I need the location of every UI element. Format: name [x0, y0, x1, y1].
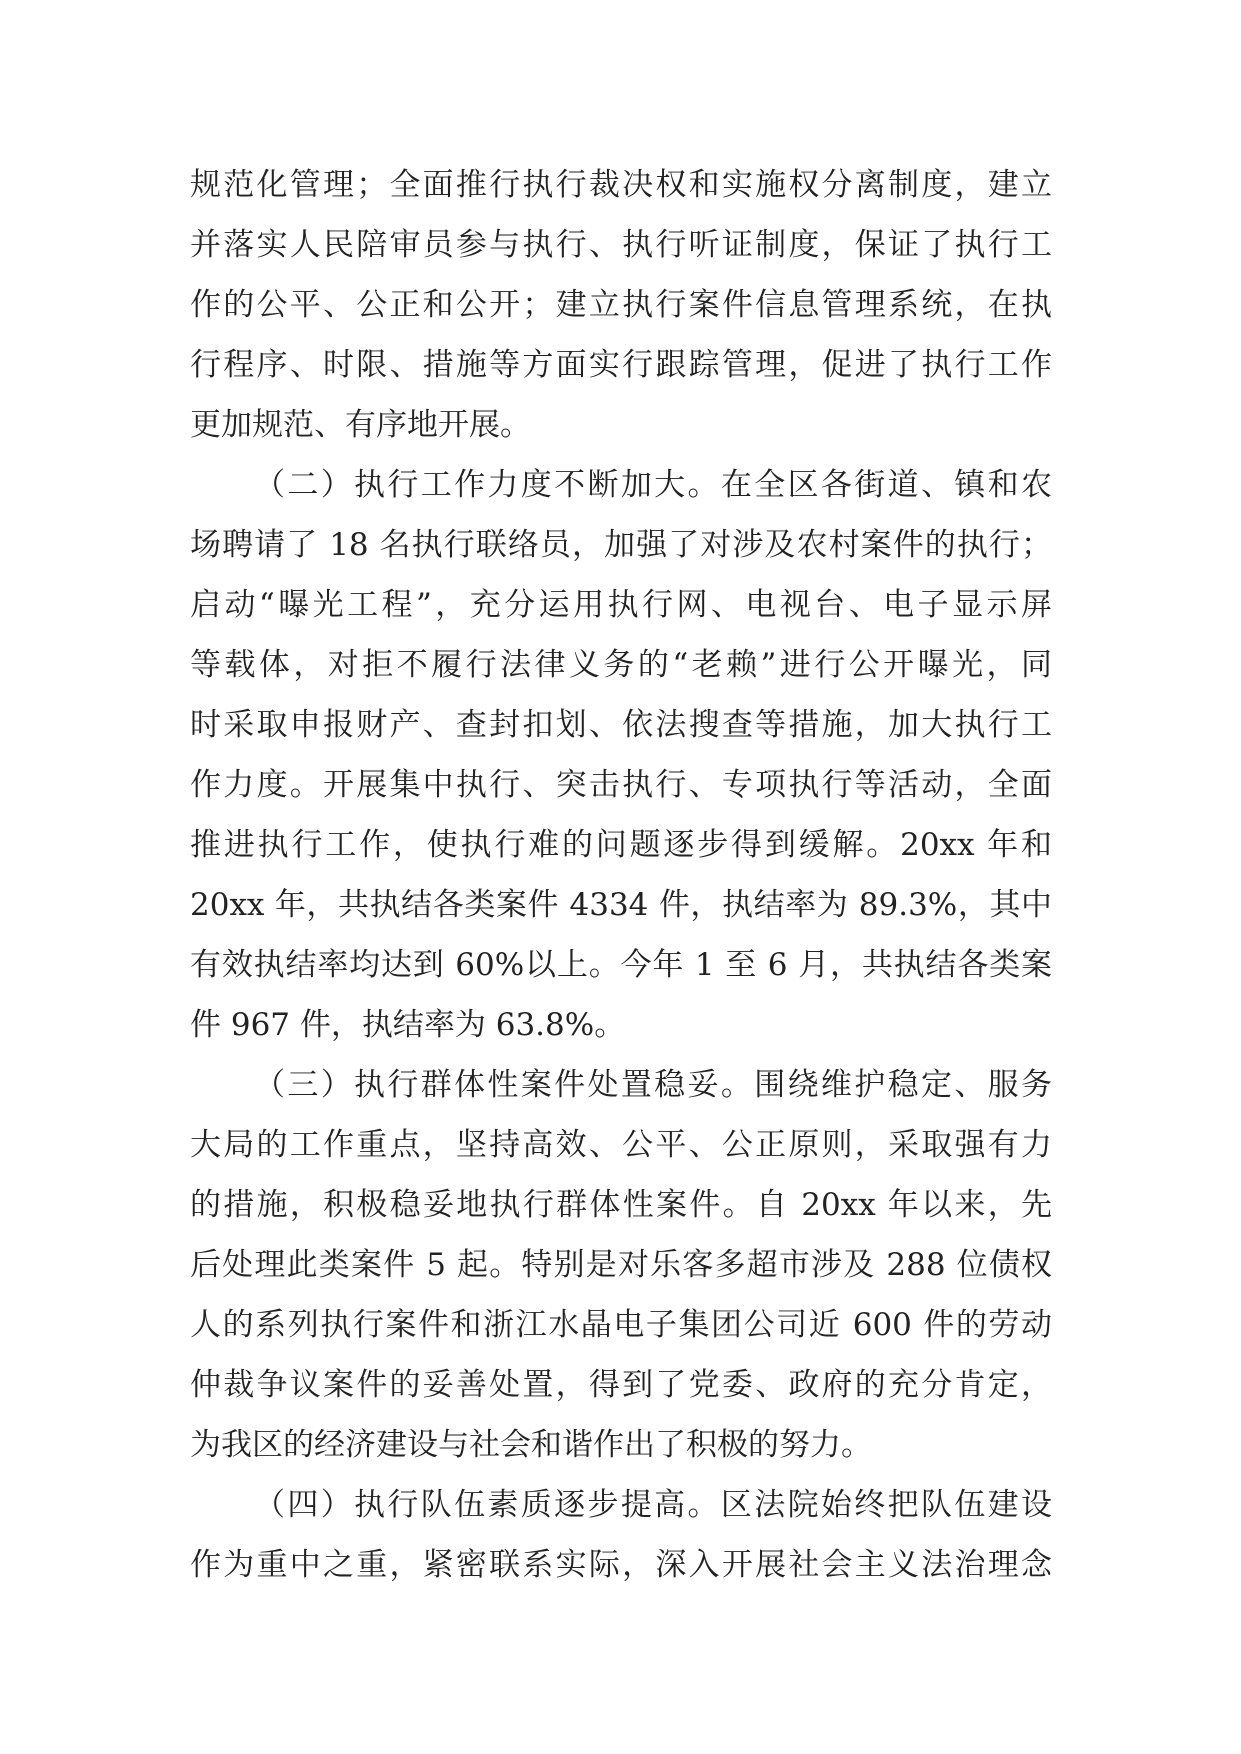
section-heading-line: （三）执行群体性案件处置稳妥。围绕维护稳定、服务	[254, 1067, 1052, 1103]
text-line: 作为重中之重，紧密联系实际，深入开展社会主义法治理念	[190, 1547, 1052, 1583]
text-line: 时采取申报财产、查封扣划、依法搜查等措施，加大执行工	[190, 707, 1052, 743]
text-line: 行程序、时限、措施等方面实行跟踪管理，促进了执行工作	[190, 347, 1052, 383]
section-heading-line: （二）执行工作力度不断加大。在全区各街道、镇和农	[254, 467, 1052, 503]
text-line: 仲裁争议案件的妥善处置，得到了党委、政府的充分肯定，	[190, 1367, 1052, 1403]
section-heading-line: （四）执行队伍素质逐步提高。区法院始终把队伍建设	[254, 1487, 1052, 1523]
text-line: 为我区的经济建设与社会和谐作出了积极的努力。	[190, 1427, 872, 1463]
text-line: 更加规范、有序地开展。	[190, 407, 531, 443]
text-line: 的措施，积极稳妥地执行群体性案件。自 20xx 年以来，先	[190, 1187, 1052, 1223]
text-line: 有效执结率均达到 60%以上。今年 1 至 6 月，共执结各类案	[190, 947, 1052, 983]
text-line: 等载体，对拒不履行法律义务的“老赖”进行公开曝光，同	[190, 647, 1052, 683]
text-line: 人的系列执行案件和浙江水晶电子集团公司近 600 件的劳动	[190, 1307, 1052, 1343]
text-line: 作的公平、公正和公开；建立执行案件信息管理系统，在执	[190, 287, 1052, 323]
text-line: 件 967 件，执结率为 63.8%。	[190, 1007, 626, 1043]
text-line: 推进执行工作，使执行难的问题逐步得到缓解。20xx 年和	[190, 827, 1052, 863]
body-text	[190, 155, 1052, 1595]
text-line: 大局的工作重点，坚持高效、公平、公正原则，采取强有力	[190, 1127, 1052, 1163]
text-line: 作力度。开展集中执行、突击执行、专项执行等活动，全面	[190, 767, 1052, 803]
text-line: 并落实人民陪审员参与执行、执行听证制度，保证了执行工	[190, 227, 1052, 263]
text-line: 20xx 年，共执结各类案件 4334 件，执结率为 89.3%，其中	[190, 887, 1052, 923]
text-line: 场聘请了 18 名执行联络员，加强了对涉及农村案件的执行；	[190, 527, 1052, 563]
text-line: 规范化管理；全面推行执行裁决权和实施权分离制度，建立	[190, 167, 1052, 203]
text-line: 启动“曝光工程”，充分运用执行网、电视台、电子显示屏	[190, 587, 1052, 623]
text-line: 后处理此类案件 5 起。特别是对乐客多超市涉及 288 位债权	[190, 1247, 1052, 1283]
